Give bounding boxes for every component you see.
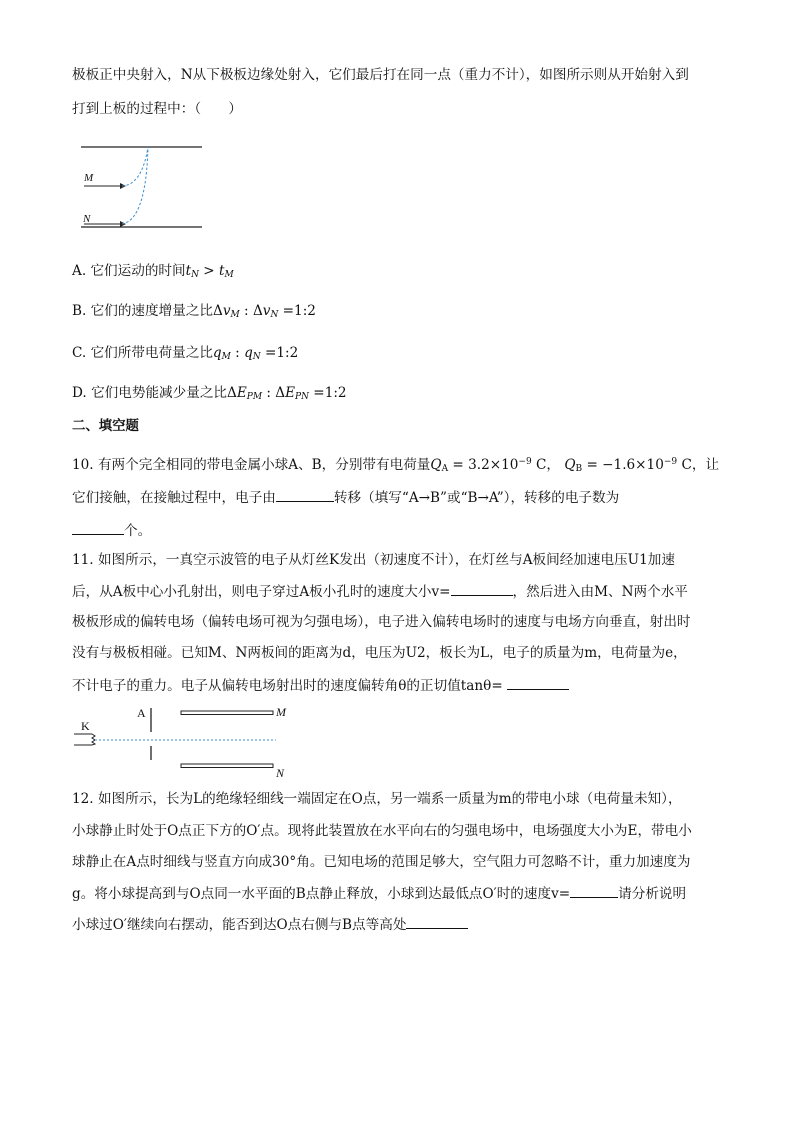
q10-direction-blank[interactable] (276, 488, 334, 502)
q11-text: 后，从A板中心小孔射出，则电子穿过A板小孔时的速度大小v= (72, 584, 451, 600)
section-title: 二、填空题 (72, 419, 139, 434)
q10-text: 10. 有两个完全相同的带电金属小球A、B，分别带有电荷量 (72, 457, 431, 473)
option-math: $q_M$ : $q_N$ =1:2 (212, 345, 299, 362)
q12-line-3: 球静止在A点时细线与竖直方向成30°角。已知电场的范围足够大，空气阻力可忽略不计，重力加速度为 (72, 854, 691, 870)
q12-text: 小球过O′继续向右摆动，能否到达O点右侧与B点等高处 (72, 917, 407, 933)
q12-answer-blank[interactable] (406, 915, 468, 929)
q11-line-1: 11. 如图所示，一真空示波管的电子从灯丝K发出（初速度不计），在灯丝与A板间经加速电压U1加速 (72, 552, 675, 568)
q11-velocity-blank[interactable] (451, 582, 513, 596)
option-a[interactable] (72, 262, 234, 284)
q11-line-5 (72, 676, 569, 695)
option-math: $\Delta E_{PM}$ : $\Delta E_{PN}$ =1:2 (227, 385, 347, 402)
q12-text: g。将小球提高到与O点同一水平面的B点静止释放，小球到达最低点O′时的速度v= (72, 886, 571, 902)
q11-text: 不计电子的重力。电子从偏转电场射出时的速度偏转角θ的正切值tanθ= (72, 678, 503, 694)
option-c[interactable] (72, 344, 298, 366)
q12-line-5 (72, 915, 468, 934)
q11-line-3: 极板形成的偏转电场（偏转电场可视为匀强电场），电子进入偏转电场时的速度与电场方向垂直，射出时 (72, 614, 691, 630)
q10-count-blank[interactable] (72, 521, 124, 535)
option-text: 它们所带电荷量之比 (90, 345, 213, 361)
q11-line-4: 没有与极板相碰。已知M、N两板间的距离为d，电压为U2，板长为L，电子的质量为m，电荷量为e， (72, 645, 687, 661)
q10-text: 个。 (124, 523, 152, 539)
q10-line-2 (72, 488, 619, 507)
q11-line-2 (72, 582, 688, 601)
q11-label-m: M (276, 705, 286, 719)
q9-label-m: M (84, 172, 94, 184)
q11-figure (70, 700, 300, 782)
q11-plate-m (181, 711, 273, 715)
q11-label-k: K (81, 719, 90, 733)
q10-text-end: ，让 (691, 457, 720, 473)
q12-text: 请分析说明 (618, 886, 687, 902)
option-b[interactable] (72, 302, 316, 324)
q12-line-4 (72, 884, 686, 903)
q10-qa: $Q_A = 3.2\times 10^{-9}$ C (430, 457, 547, 474)
q9-text-line-1: 极板正中央射入，N从下极板边缘处射入，它们最后打在同一点（重力不计），如图所示则从开始射入到 (72, 67, 689, 83)
option-letter: A. (72, 263, 87, 279)
q9-figure (70, 138, 210, 234)
option-text: 它们的速度增量之比 (90, 303, 213, 319)
q10-text: 转移（填写“A→B”或“B→A”），转移的电子数为 (333, 490, 620, 506)
option-math: $t_N > t_M$ (185, 263, 234, 280)
q9-trajectory-m (122, 147, 148, 186)
q12-line-2: 小球静止时处于O点正下方的O′点。现将此装置放在水平向右的匀强电场中，电场强度大小为E，带电小 (72, 823, 692, 839)
option-letter: D. (72, 385, 87, 401)
q10-line-1: 10. 有两个完全相同的带电金属小球A、B，分别带有电荷量$Q_A = 3.2\times 10^{-9}$ C， $Q_B = -1.6\times 10^{-9}$ C，让 (72, 457, 720, 474)
q9-trajectory-n (122, 147, 148, 224)
option-text: 它们运动的时间 (90, 263, 186, 279)
q11-label-n: N (276, 766, 285, 780)
q12-velocity-blank[interactable] (570, 884, 618, 898)
q9-text-line-2: 打到上板的过程中：（ ） (72, 101, 242, 117)
option-d[interactable] (72, 384, 347, 406)
option-letter: B. (72, 303, 87, 319)
q10-text: 它们接触，在接触过程中，电子由 (72, 490, 276, 506)
q12-line-1: 12. 如图所示，长为L的绝缘轻细线一端固定在O点，另一端系一质量为m的带电小球（电荷量未知）， (72, 791, 682, 807)
option-letter: C. (72, 345, 87, 361)
q11-text: ，然后进入由M、N两个水平 (512, 584, 688, 600)
q11-filament-coil (92, 734, 95, 745)
option-math: $\Delta v_M$ : $\Delta v_N$ =1:2 (212, 303, 316, 320)
q10-line-3 (72, 521, 151, 540)
q11-label-a: A (137, 706, 146, 720)
q10-qb: $Q_B = -1.6\times 10^{-9}$ C (564, 457, 692, 474)
q9-label-n: N (83, 213, 91, 225)
q11-tangent-blank[interactable] (507, 676, 569, 690)
option-text: 它们电势能减少量之比 (91, 385, 228, 401)
q11-plate-n (181, 764, 273, 768)
